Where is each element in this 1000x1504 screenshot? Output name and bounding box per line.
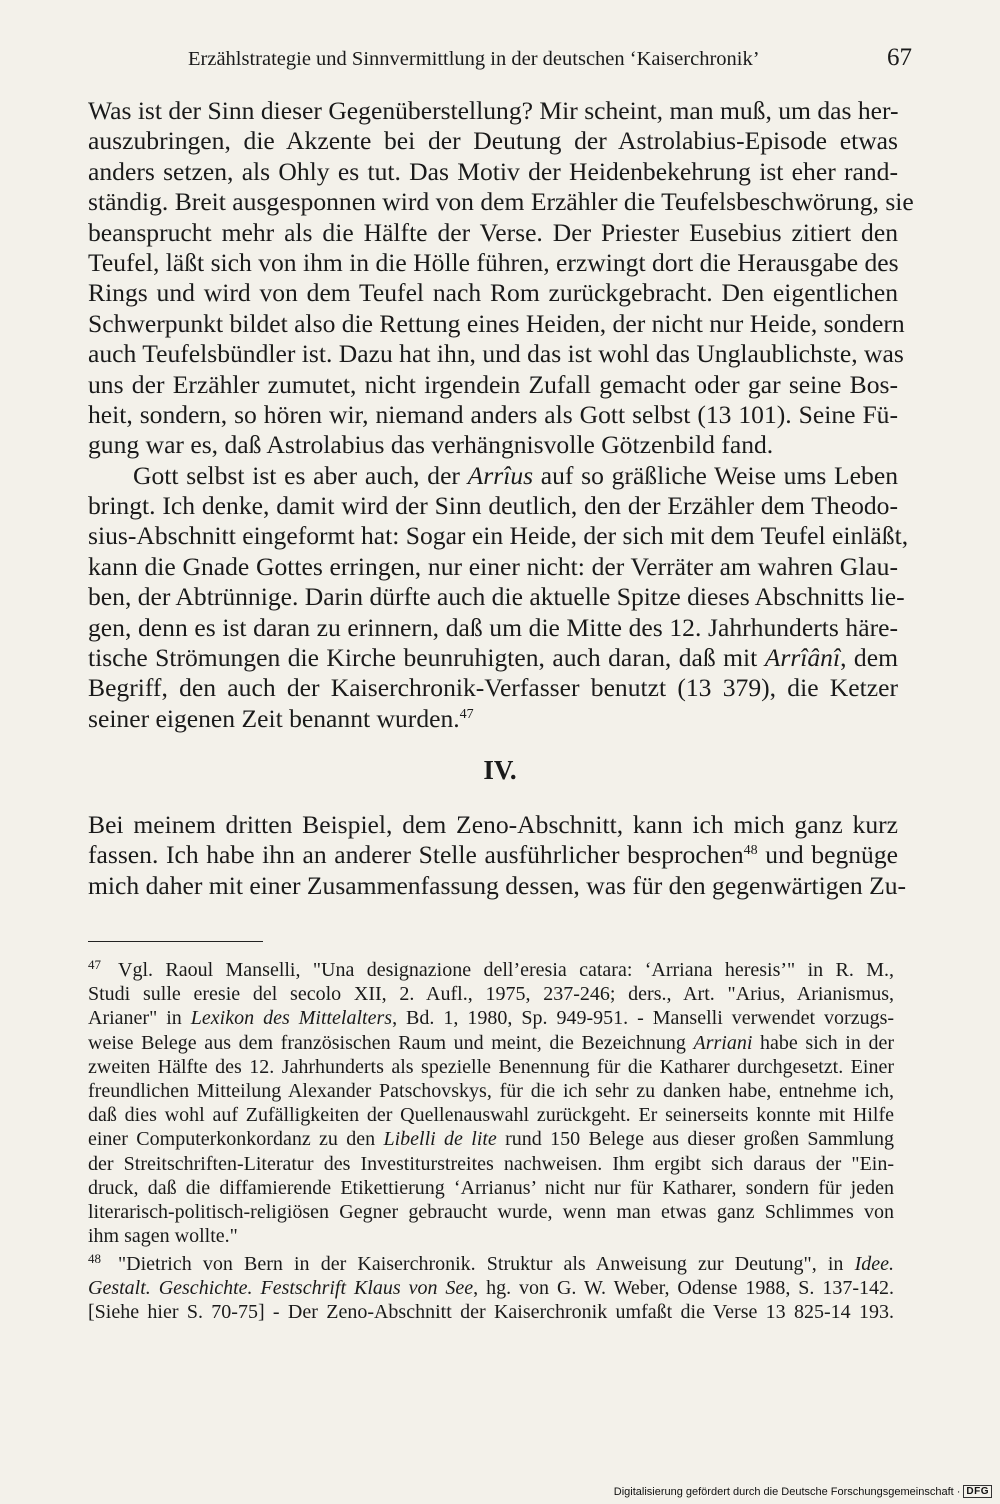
footnote-divider [88,941,263,942]
footnote-line: daß dies wohl auf Zufälligkeiten der Quellenauswahl zurückgeht. Er seinerseits konnte mit Hilfe [88,1104,894,1127]
footnote-line: ihm sagen wollte." [88,1225,238,1248]
text-line: Was ist der Sinn dieser Gegenüberstellung? Mir scheint, man muß, um das her- [88,96,899,125]
text-line: fassen. Ich habe ihn an anderer Stelle ausführlicher besprochen$^{48}$ und begnüge [88,840,898,870]
main-text-section-iv [88,810,907,901]
text-line: ben, der Abtrünnige. Darin dürfte auch die aktuelle Spitze dieses Abschnitts lie- [88,582,905,612]
text-line: heit, sondern, so hören wir, niemand anders als Gott selbst (13 101). Seine Fü- [88,399,898,429]
text-line: anders setzen, als Ohly es tut. Das Motiv der Heidenbekehrung ist eher rand- [88,156,898,186]
footnote-line: der Streitschriften-Literatur des Investiturstreites nachweisen. Ihm ergibt sich daraus der "Ein- [88,1152,894,1175]
footnote-line: zweiten Hälfte des 12. Jahrhunderts als spezielle Benennung für die Katharer durchgesetzt. Einer [88,1055,894,1078]
text-line: Rings und wird von dem Teufel nach Rom zurückgebracht. Den eigentlichen [88,278,898,308]
footnote-line: Vgl. Raoul Manselli, "Una designazione dell’eresia catara: ‘Arriana heresis’" in R. M., [118,959,894,981]
footnote-line: Studi sulle eresie del secolo XII, 2. Aufl., 1975, 237-246; ders., Art. "Arius, Arianismus, [88,983,894,1006]
text-line: gung war es, daß Astrolabius das verhängnisvolle Götzenbild fand. [88,430,774,460]
footnote-line: literarisch-politisch-religiösen Gegner gebraucht wurde, wenn man etwas ganz Schlimmes von [88,1200,894,1223]
footnote-number: 48 [88,1251,101,1266]
footnote-line: Arianer" in Lexikon des Mittelalters, Bd. 1, 1980, Sp. 949-951. - Manselli verwendet vorzugs- [88,1007,895,1030]
digitization-footer [614,1485,992,1498]
text-line: auch Teufelsbündler ist. Dazu hat ihn, und das ist wohl das Unglaublichste, was [88,339,904,369]
footnote-line: Gestalt. Geschichte. Festschrift Klaus von See, hg. von G. W. Weber, Odense 1988, S. 137-142. [88,1277,894,1300]
footnote-ref-47[interactable]: 47 [459,706,474,722]
running-header [88,44,912,78]
italic-term: Arrîânî [764,643,841,673]
text-line: Gott selbst ist es aber auch, der Arrîus auf so gräßliche Weise ums Leben [133,460,898,490]
text-line: Schwerpunkt bildet also die Rettung eines Heiden, der nicht nur Heide, sondern [88,308,905,338]
italic-name: Arrîus [467,460,534,490]
running-title: Erzählstrategie und Sinnvermittlung in der deutschen ‘Kaiserchronik’ [188,48,760,70]
main-text [88,96,914,734]
text-line: auszubringen, die Akzente bei der Deutung der Astrolabius-Episode etwas [88,126,898,156]
text-line: beansprucht mehr als die Hälfte der Verse. Der Priester Eusebius zitiert den [88,217,898,247]
footer-separator: · [956,1485,961,1498]
text-line: ständig. Breit ausgesponnen wird von dem Erzähler die Teufelsbeschwörung, sie [88,187,914,217]
text-line: bringt. Ich denke, damit wird der Sinn deutlich, den der Erzähler dem Theodo- [88,491,898,521]
text-line: uns der Erzähler zumutet, nicht irgendein Zufall gemacht oder gar seine Bos- [88,369,898,399]
footer-credit: Digitalisierung gefördert durch die Deutsche Forschungsgemeinschaft [613,1485,954,1498]
footnote-47 [88,958,894,1248]
footnote-line: druck, daß die diffamierende Etikettierung ‘Arrianus’ nicht nur für Katharer, sondern für jeden [88,1176,894,1199]
footnote-line: "Dietrich von Bern in der Kaiserchronik. Struktur als Anweisung zur Deutung", in Idee. [118,1253,894,1275]
footnote-line: weise Belege aus dem französischen Raum und meint, die Bezeichnung Arriani habe sich in der [88,1031,894,1054]
section-heading: IV. [483,755,517,785]
text-line: mich daher mit einer Zusammenfassung dessen, was für den gegenwärtigen Zu- [88,870,907,900]
text-line: tische Strömungen die Kirche beunruhigten, auch daran, daß mit Arrîânî, dem [88,643,898,673]
text-line: Begriff, den auch der Kaiserchronik-Verfasser benutzt (13 379), die Ketzer [88,673,898,703]
text-line: kann die Gnade Gottes erringen, nur einer nicht: der Verräter am wahren Glau- [88,551,898,581]
footnote-ref-48[interactable]: 48 [743,843,758,859]
footnote-number: 47 [88,957,101,972]
text-line: seiner eigenen Zeit benannt wurden.$^{47}$ [88,703,474,733]
footnote-line: [Siehe hier S. 70-75] - Der Zeno-Abschnitt der Kaiserchronik umfaßt die Verse 13 825-14 193. [88,1301,894,1324]
text-line: Bei meinem dritten Beispiel, dem Zeno-Abschnitt, kann ich mich ganz kurz [88,810,898,839]
footnote-line: freundlichen Mitteilung Alexander Patschovskys, für die ich sehr zu danken habe, entnehme ich, [88,1079,894,1102]
text-line: Teufel, läßt sich von ihm in die Hölle führen, erzwingt dort die Herausgabe des [88,247,899,277]
page-number: 67 [887,44,912,71]
text-line: sius-Abschnitt eingeformt hat: Sogar ein Heide, der sich mit dem Teufel einläßt, [88,521,909,551]
footnote-48 [88,1252,894,1325]
dfg-logo: DFG [963,1485,992,1498]
text-line: gen, denn es ist daran zu erinnern, daß um die Mitte des 12. Jahrhunderts häre- [88,612,898,642]
footnote-line: einer Computerkonkordanz zu den Libelli de lite rund 150 Belege aus dieser großen Sammlung [88,1128,894,1151]
